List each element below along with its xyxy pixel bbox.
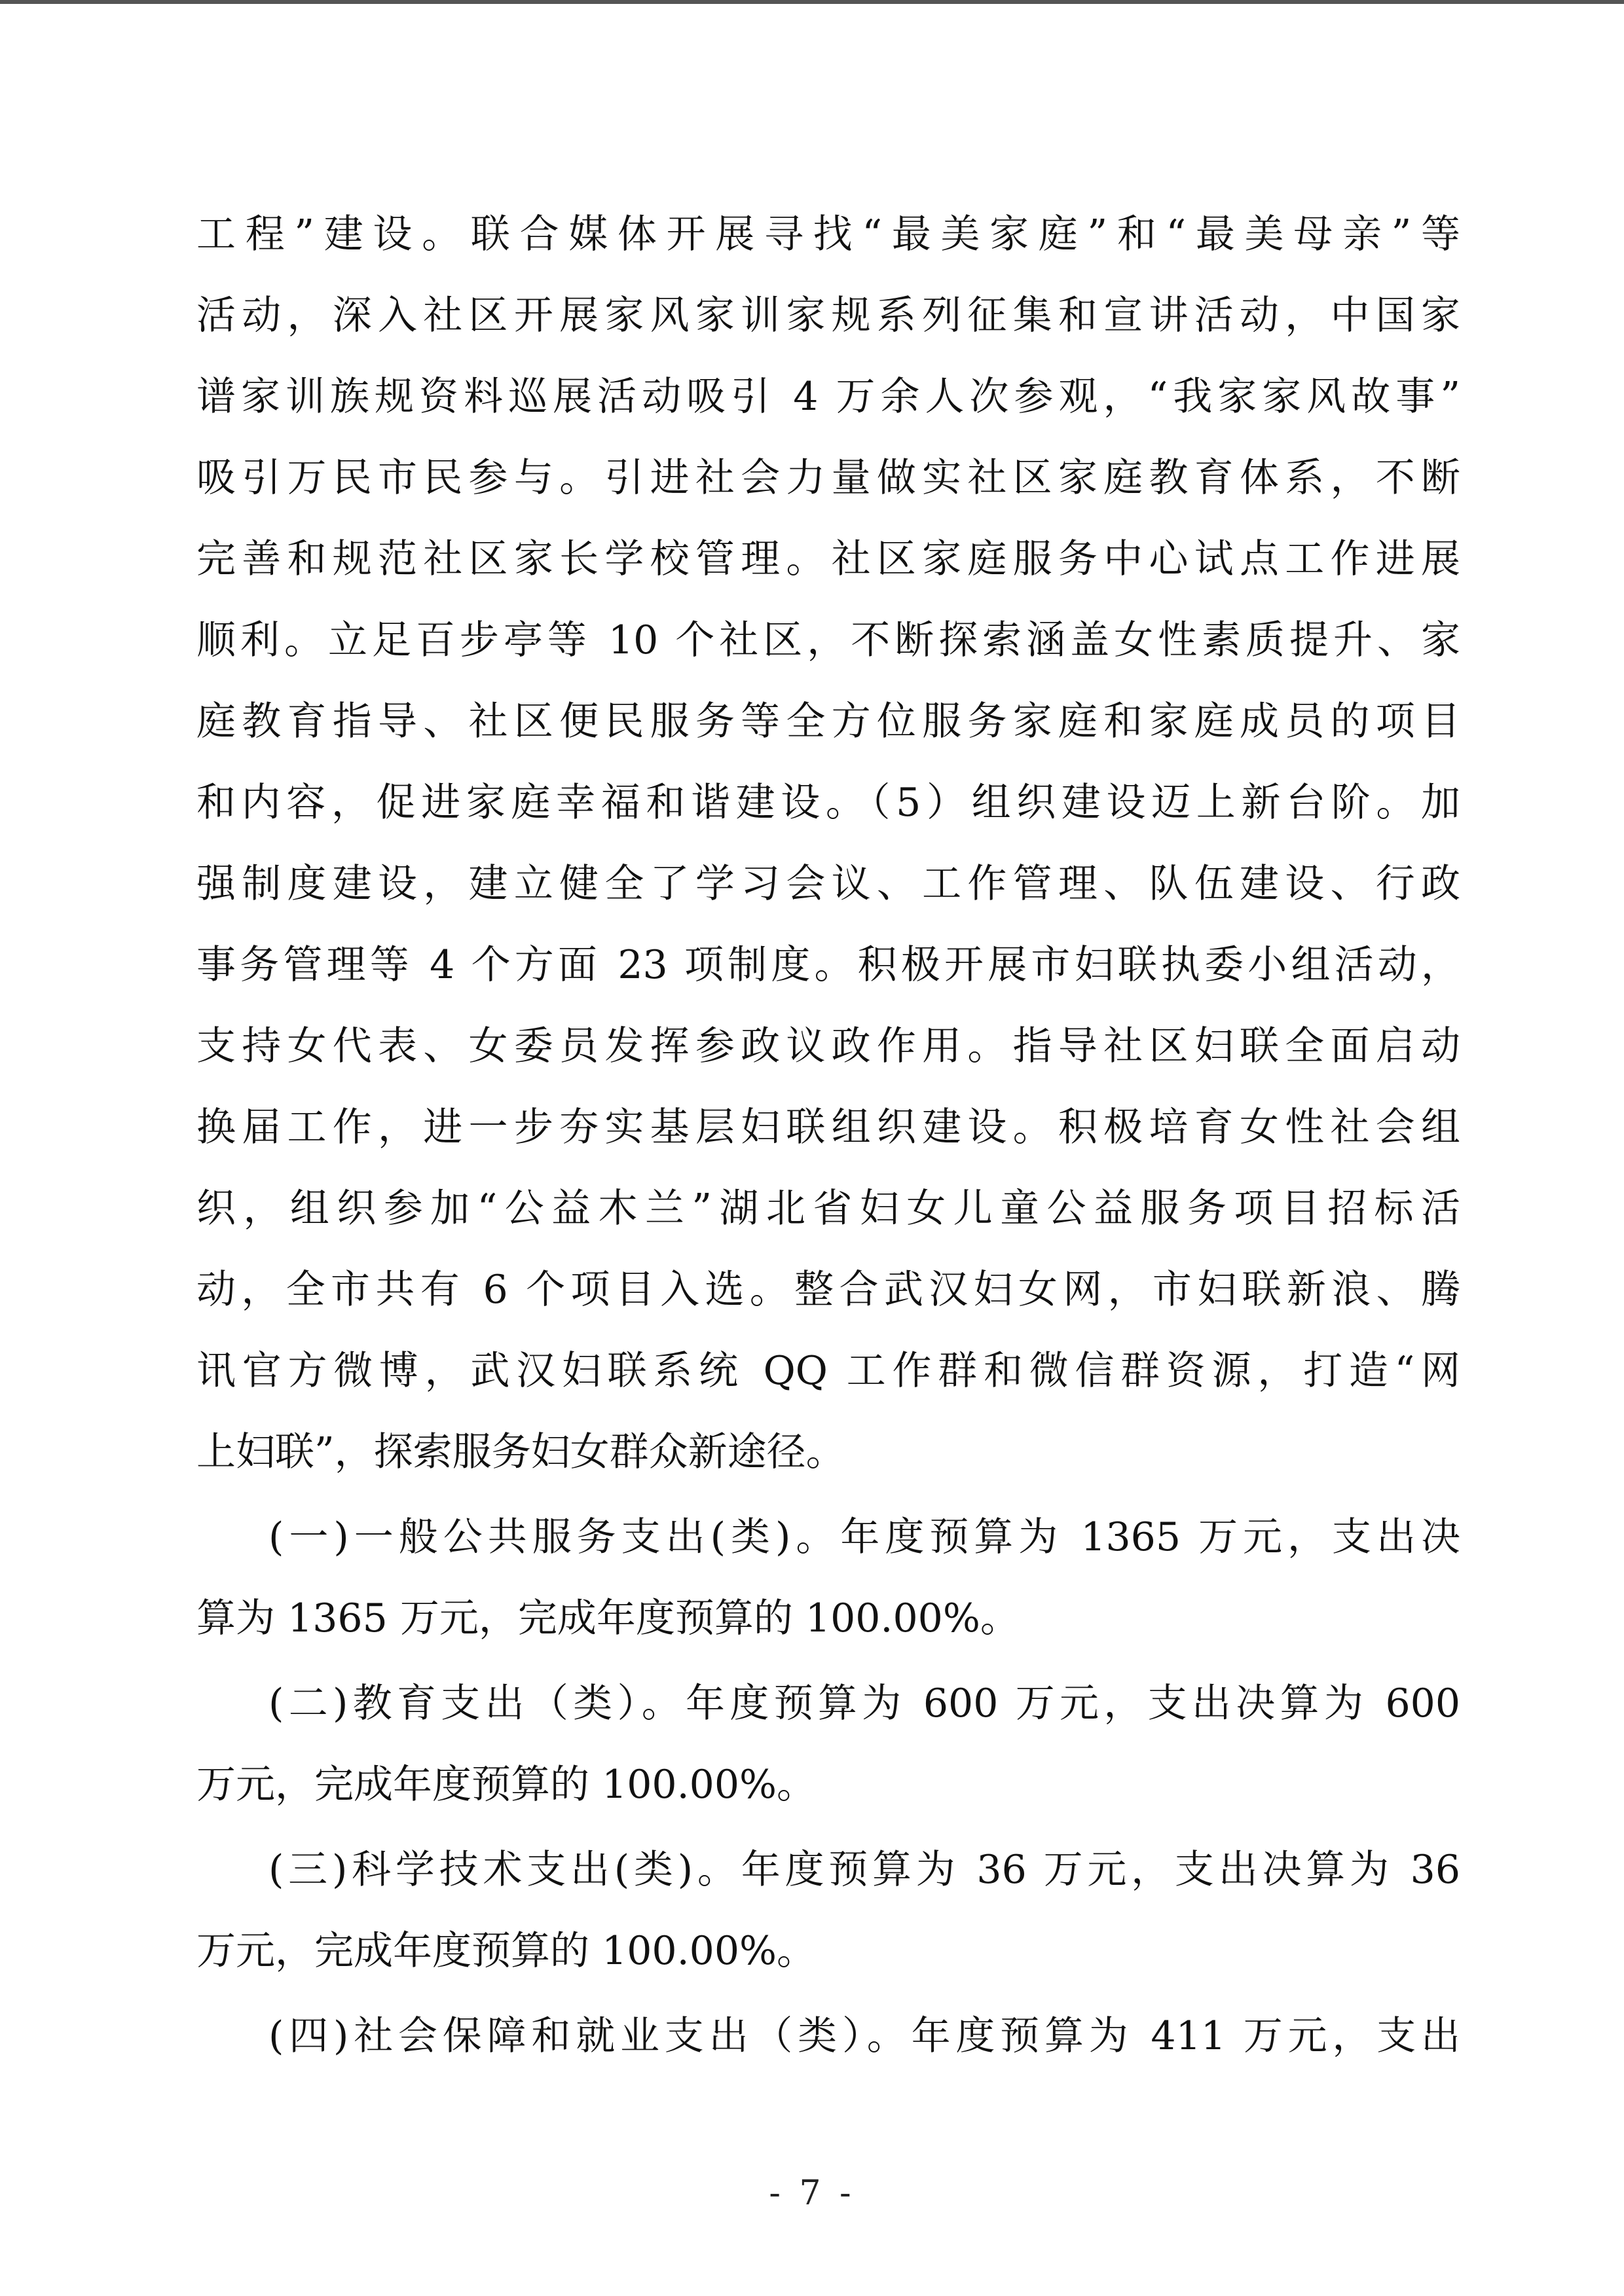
text-line: 支持女代表、女委员发挥参政议政作用。指导社区妇联全面启动: [196, 1023, 1460, 1069]
text-line: 上妇联”，探索服务妇女群众新途径。: [196, 1429, 845, 1475]
text-line: 活动，深入社区开展家风家训家规系列征集和宣讲活动，中国家: [196, 293, 1460, 338]
text-line: (三)科学技术支出(类)。年度预算为 36 万元，支出决算为 36: [268, 1847, 1460, 1893]
paragraph-general-public-services: [196, 1497, 1460, 1659]
text-line: 强制度建设，建立健全了学习会议、工作管理、队伍建设、行政: [196, 861, 1460, 907]
text-line: 换届工作，进一步夯实基层妇联组织建设。积极培育女性社会组: [196, 1104, 1460, 1150]
text-line: 吸引万民市民参与。引进社会力量做实社区家庭教育体系，不断: [196, 455, 1460, 501]
text-line: (一)一般公共服务支出(类)。年度预算为 1365 万元，支出决: [268, 1514, 1460, 1560]
text-line: 算为 1365 万元，完成年度预算的 100.00%。: [196, 1595, 1020, 1641]
paragraph: [196, 194, 1460, 1493]
page-top-edge: [0, 0, 1624, 4]
paragraph-science-technology: [196, 1829, 1460, 1992]
text-line: 工程”建设。联合媒体开展寻找“最美家庭”和“最美母亲”等: [196, 211, 1460, 257]
text-line: 万元，完成年度预算的 100.00%。: [196, 1928, 817, 1974]
text-line: 谱家训族规资料巡展活动吸引 4 万余人次参观，“我家家风故事”: [196, 374, 1460, 420]
text-line: 万元，完成年度预算的 100.00%。: [196, 1762, 817, 1808]
text-line: 顺利。立足百步亭等 10 个社区，不断探索涵盖女性素质提升、家: [196, 617, 1460, 663]
text-line: 讯官方微博，武汉妇联系统 QQ 工作群和微信群资源，打造“网: [196, 1348, 1460, 1394]
text-line: 事务管理等 4 个方面 23 项制度。积极开展市妇联执委小组活动，: [196, 942, 1460, 988]
page-number: - 7 -: [769, 2174, 855, 2213]
text-line: 完善和规范社区家长学校管理。社区家庭服务中心试点工作进展: [196, 536, 1460, 582]
text-line: 和内容，促进家庭幸福和谐建设。（5）组织建设迈上新台阶。加: [196, 780, 1460, 826]
paragraph-social-security: [196, 1995, 1460, 2077]
text-line: 织，组织参加“公益木兰”湖北省妇女儿童公益服务项目招标活: [196, 1186, 1460, 1231]
text-line: 动，全市共有 6 个项目入选。整合武汉妇女网，市妇联新浪、腾: [196, 1267, 1460, 1313]
text-line: 庭教育指导、社区便民服务等全方位服务家庭和家庭成员的项目: [196, 699, 1460, 744]
paragraph-education: [196, 1663, 1460, 1825]
text-line: (二)教育支出（类）。年度预算为 600 万元，支出决算为 600: [268, 1681, 1460, 1726]
body-text: [196, 194, 1460, 2077]
text-line: (四)社会保障和就业支出（类）。年度预算为 411 万元，支出: [268, 2013, 1460, 2059]
